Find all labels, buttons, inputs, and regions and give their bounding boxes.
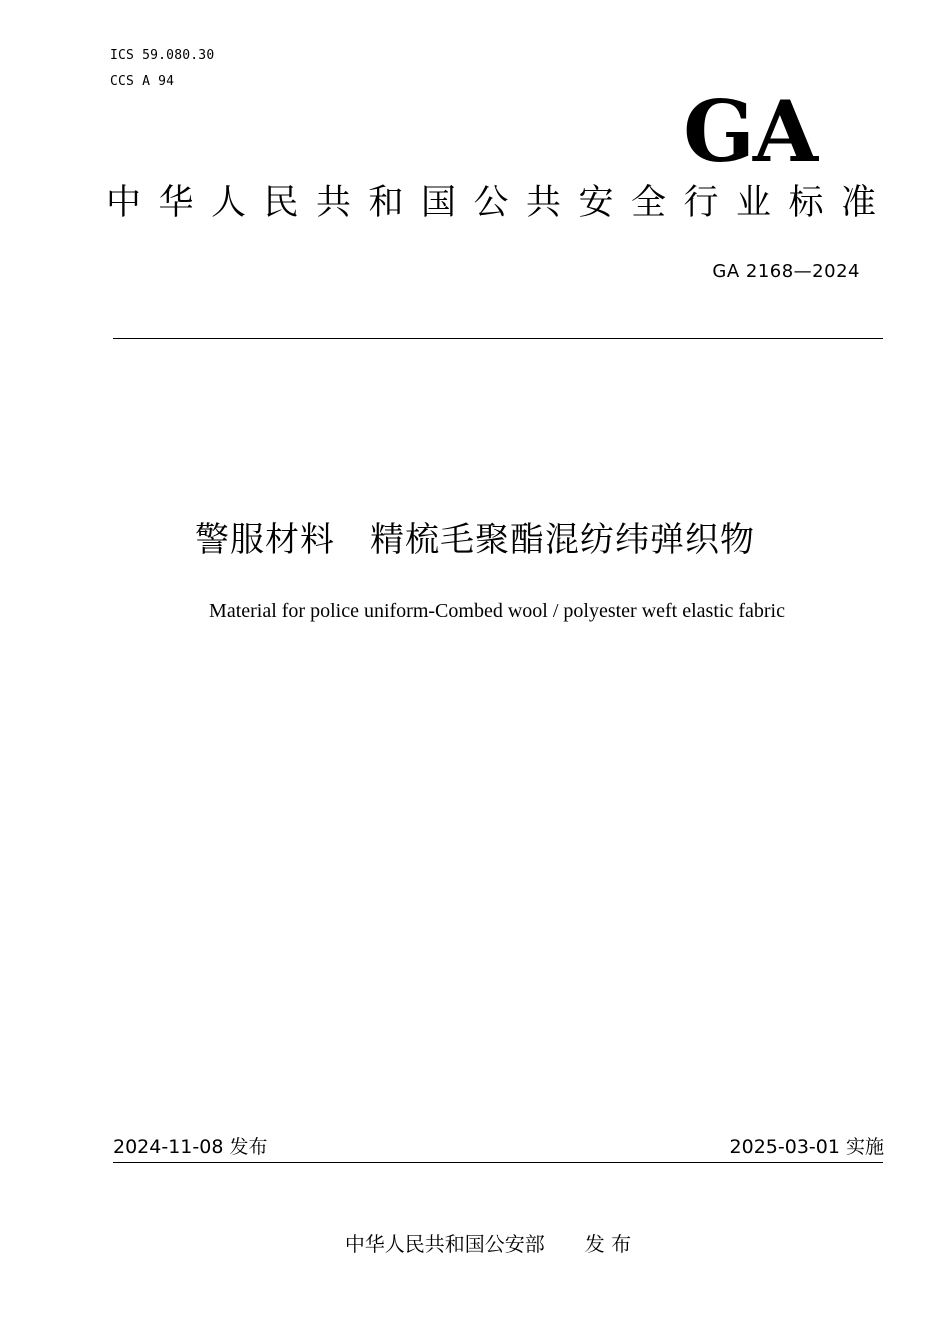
publisher: 中华人民共和国公安部 发 布 [344,1232,632,1256]
standard-number: GA 2168—2024 [712,261,860,282]
bottom-divider [113,1162,883,1163]
ics-code: ICS 59.080.30 [110,48,215,63]
ccs-code: CCS A 94 [110,74,175,89]
top-divider [113,338,883,339]
implementation-date: 2025-03-01 实施 [729,1136,884,1158]
document-title-chinese: 警服材料 精梳毛聚酯混纺纬弹织物 [195,520,755,560]
ga-logo: GA [683,82,816,181]
industry-standard-title: 中华人民共和国公共安全行业标准 [106,183,894,223]
document-title-english: Material for police uniform-Combed wool / polyester weft elastic fabric [209,600,785,622]
issue-date: 2024-11-08 发布 [113,1136,268,1158]
